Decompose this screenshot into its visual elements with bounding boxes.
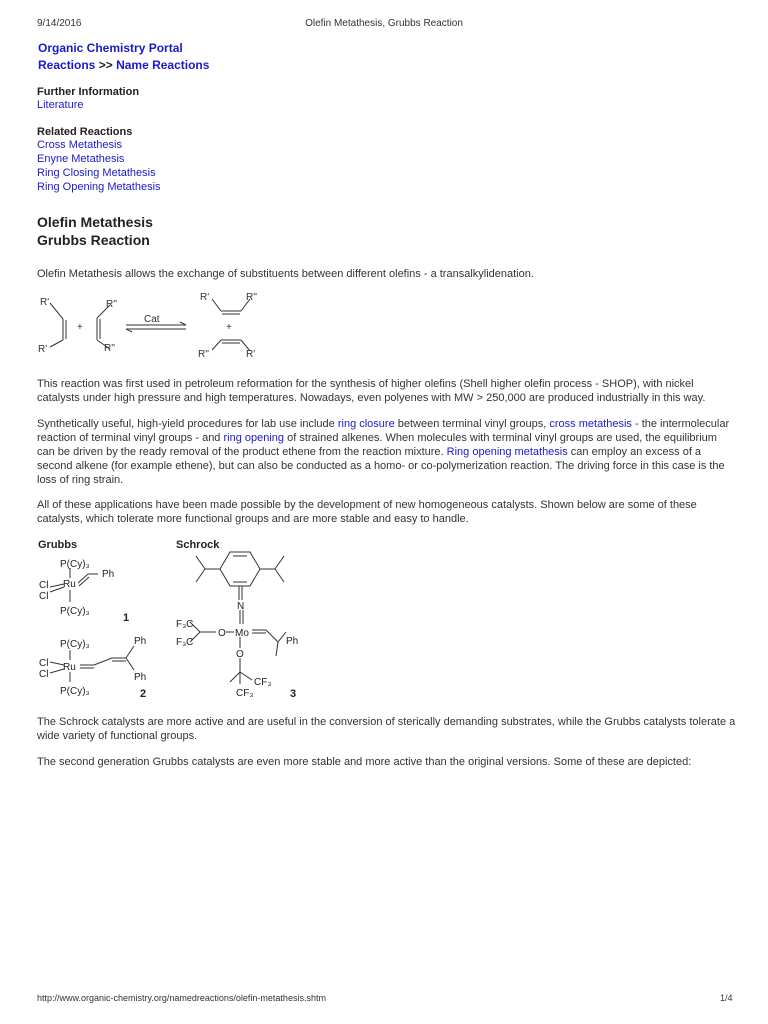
para2-text-5: can employ an excess of a second alkene (for example ethene), but can also be conducted as a homo- or co-polymerization reaction. The driving force in this case is the loss of ring strain. (37, 446, 725, 486)
further-information (37, 86, 139, 112)
scheme-catalyst: Cat (144, 314, 160, 325)
grubbs1-pcy3-top: P(Cy)₃ (60, 559, 90, 570)
grubbs2-cl-1: Cl (39, 658, 49, 669)
para2-text-3: - the intermolecular reaction of terminal vinyl groups - and (37, 418, 730, 444)
ring-opening-metathesis-link[interactable]: Ring opening metathesis (446, 446, 568, 458)
grubbs2-ph-2: Ph (134, 672, 147, 683)
schrock-f3c-2: F₃C (176, 637, 194, 648)
scheme-product-r-dprime: R'' (246, 292, 258, 303)
grubbs-label: Grubbs (38, 539, 78, 551)
scheme-r-dprime-2: R'' (104, 343, 116, 354)
scheme-product-r-prime: R' (200, 292, 210, 303)
grubbs2-pcy3-top: P(Cy)₃ (60, 639, 90, 650)
grubbs2-pcy3-bottom: P(Cy)₃ (60, 686, 90, 697)
para2-text-4: of strained alkenes. When molecules with terminal vinyl groups are used, the equilibrium can be driven by the ready removal of the product ethene from the reaction mixture. (37, 432, 717, 458)
schrock-o-2: O (236, 649, 244, 660)
paragraph-catalysts: All of these applications have been made possible by the development of new homogeneous catalysts. Shown below are some of these catalysts, which tolerate more functional groups and are more stable and easy to handle. (37, 499, 697, 525)
schrock-label: Schrock (176, 539, 220, 551)
grubbs1-ru: Ru (63, 579, 76, 590)
related-link-enyne-metathesis[interactable]: Enyne Metathesis (37, 153, 125, 165)
literature-link[interactable]: Literature (37, 99, 84, 111)
schrock-o-1: O (218, 628, 226, 639)
intro-paragraph: Olefin Metathesis allows the exchange of substituents between different olefins - a transalkylidenation. (37, 268, 534, 280)
schrock-cf3-2: CF₃ (236, 688, 254, 699)
breadcrumb-reactions[interactable]: Reactions (38, 58, 96, 72)
ring-closure-link[interactable]: ring closure (337, 418, 395, 430)
grubbs2-cl-2: Cl (39, 669, 49, 680)
scheme-product-r-prime-2: R' (246, 349, 256, 360)
related-link-ring-closing-metathesis[interactable]: Ring Closing Metathesis (37, 167, 156, 179)
schrock-cf3-1: CF₃ (254, 677, 272, 688)
grubbs1-ph: Ph (102, 569, 115, 580)
catalyst-number-3: 3 (290, 688, 297, 700)
portal-link[interactable]: Organic Chemistry Portal (38, 41, 183, 55)
title-line-1: Olefin Metathesis (37, 214, 153, 230)
print-title: Olefin Metathesis, Grubbs Reaction (305, 18, 463, 29)
grubbs1-cl-1: Cl (39, 580, 49, 591)
catalyst-number-2: 2 (140, 688, 147, 700)
schrock-f3c-1: F₃C (176, 619, 194, 630)
scheme-r-dprime-1: R'' (106, 299, 118, 310)
print-date: 9/14/2016 (37, 18, 82, 29)
further-heading: Further Information (37, 86, 140, 98)
related-reactions (37, 126, 161, 194)
title-line-2: Grubbs Reaction (37, 232, 150, 248)
scheme-plus-2: + (226, 322, 232, 333)
para2-text-1: Synthetically useful, high-yield procedures for lab use include (37, 418, 338, 430)
schrock-ph: Ph (286, 636, 299, 647)
catalyst-number-1: 1 (123, 612, 130, 624)
scheme-r-prime-1: R' (40, 297, 50, 308)
related-heading: Related Reactions (37, 126, 133, 138)
breadcrumb-separator: >> (98, 58, 113, 72)
related-link-cross-metathesis[interactable]: Cross Metathesis (37, 139, 122, 151)
breadcrumb-name-reactions[interactable]: Name Reactions (116, 58, 210, 72)
cross-metathesis-link[interactable]: cross metathesis (549, 418, 632, 430)
print-page-number: 1/4 (720, 993, 733, 1003)
ring-opening-link[interactable]: ring opening (223, 432, 285, 444)
schrock-n: N (237, 601, 245, 612)
print-url: http://www.organic-chemistry.org/namedreactions/olefin-metathesis.shtm (37, 993, 326, 1003)
para2-text-2: between terminal vinyl groups, (394, 418, 550, 430)
scheme-product-r-dprime-2: R'' (198, 349, 210, 360)
paragraph-second-generation: The second generation Grubbs catalysts are even more stable and more active than the original versions. Some of these are depicted: (37, 756, 692, 768)
schrock-mo: Mo (235, 628, 249, 639)
grubbs1-pcy3-bottom: P(Cy)₃ (60, 606, 90, 617)
grubbs2-ru: Ru (63, 662, 76, 673)
scheme-plus-1: + (77, 322, 83, 333)
grubbs2-ph-1: Ph (134, 636, 147, 647)
scheme-r-prime-2: R' (38, 344, 48, 355)
paragraph-applications (37, 417, 737, 487)
metathesis-reaction-scheme (30, 285, 280, 363)
grubbs1-cl-2: Cl (39, 591, 49, 602)
breadcrumb (38, 58, 209, 72)
paragraph-history: This reaction was first used in petroleum reformation for the synthesis of higher olefins (Shell higher olefin process - SHOP), with nickel catalysts under high pressure and high temperatures. Nowadays, even polyenes with MW > 250,000 are produced industrially in this way. (37, 378, 706, 404)
related-link-ring-opening-metathesis[interactable]: Ring Opening Metathesis (37, 181, 161, 193)
page-title (37, 213, 153, 249)
paragraph-comparison: The Schrock catalysts are more active and are useful in the conversion of sterically demanding substrates, while the Grubbs catalysts tolerate a wide variety of functional groups. (37, 716, 736, 742)
catalyst-structures (30, 532, 320, 704)
